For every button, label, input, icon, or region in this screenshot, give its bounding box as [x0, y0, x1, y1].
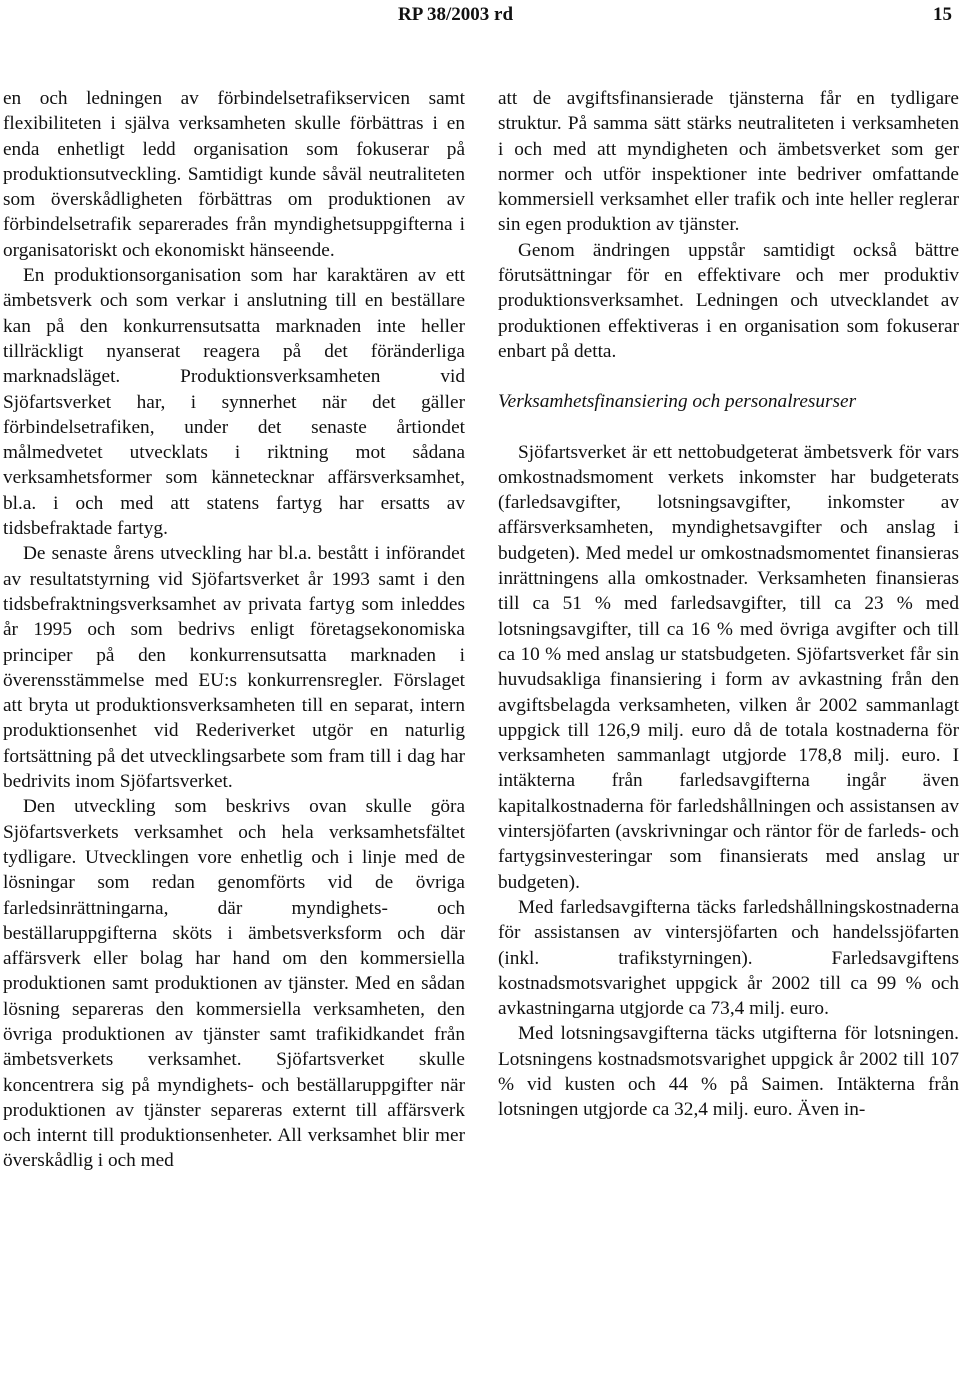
right-paragraph-2: Genom ändringen uppstår samtidigt också bättre förutsättningar för en effektivare och mer produktiv produktionsverksamhet. Ledningen och utvecklandet av produktionen effektiveras i en organisation som fokuserar enbart på detta.: [498, 239, 959, 362]
right-paragraph-1: att de avgiftsfinansierade tjänsterna får en tydligare struktur. På samma sätt stärks neutraliteten i verksamheten i och med att myndigheten och ämbetsverket som ger normer och utför inspektioner inte bedriver omfattande kommersiell verksamhet eller trafik och inte heller reglerar sin egen produktion av tjänster.: [498, 88, 959, 236]
left-paragraph-2: En produktionsorganisation som har karaktären av ett ämbetsverk och som verkar i anslutning till en beställare kan på den konkurrensutsatta marknaden inte heller tillräckligt nyanserat reagera på det föränderliga marknadsläget. Produktionsverksamheten vid Sjöfartsverket har, i synnerhet när det gäller förbindelsetrafiken, under det senaste årtiondet målmedvetet utvecklats i riktning mot sådana verksamhetsformer som kännetecknar affärsverksamhet, bl.a. i och med att statens fartyg har ersatts av tidsbefraktade fartyg.: [3, 265, 465, 540]
page-number: 15: [933, 4, 952, 25]
right-paragraph-4: Med farledsavgifterna täcks farledshållningskostnaderna för assistansen av vintersjöfarten och handelssjöfarten (inkl. trafikstyrningen). Farledsavgiftens kostnadsmotsvarighet uppgick år 2002 till ca 99 % och avkastningarna utgjorde ca 73,4 milj. euro.: [498, 896, 959, 1020]
section-heading: Verksamhetsfinansiering och personalresurser: [498, 391, 857, 413]
right-column: [498, 86, 959, 1123]
section-spacer: [498, 364, 959, 389]
right-paragraph-5: Med lotsningsavgifterna täcks utgifterna för lotsningen. Lotsningens kostnadsmotsvarighet uppgick år 2002 till 107 % vid kusten och 44 % på Saimen. Intäkterna från lotsningen utgjorde ca 32,4 milj. euro. Även in-: [498, 1023, 959, 1121]
left-paragraph-4: Den utveckling som beskrivs ovan skulle göra Sjöfartsverkets verksamhet och hela verksamhetsfältet tydligare. Utvecklingen vore enhetlig och i linje med de lösningar som redan genomförts vid de övriga farledsinrättningarna, där myndighets- och beställaruppgifterna sköts i ämbetsverksform och där affärsverk eller bolag har hand om den kommersiella produktionen samt produktionen av tjänster. Med en sådan lösning separeras den kommersiella verksamheten, den övriga produktionen av tjänster samt trafikidkandet från ämbetsverkets verksamhet. Sjöfartsverket skulle koncentrera sig på myndighets- och beställaruppgifter när produktionen av tjänster separeras externt till affärsverk och internt till produktionsenheter. All verksamhet blir mer överskådlig i och med: [3, 796, 465, 1172]
page-header: [0, 4, 960, 28]
right-paragraph-3: Sjöfartsverket är ett nettobudgeterat ämbetsverk för vars omkostnadsmoment verkets inkomster har budgeterats (farledsavgifter, lotsningsavgifter, inkomster av affärsverksamheten, myndighetsavgifter och anslag i budgeten). Med medel ur omkostnadsmomentet finansieras inrättningens alla omkostnader. Verksamheten finansieras till ca 51 % med farledsavgifter, till ca 23 % med lotsningsavgifter, till ca 16 % med övriga avgifter och till ca 10 % med anslag ur statsbudgeten. Sjöfartsverket får sin huvudsakliga finansiering i form av avkastning från den avgiftsbelagda verksamheten, vilken år 2002 sammanlagt uppgick till 126,9 milj. euro då de totala kostnaderna för verksamheten sammanlagt utgjorde 178,8 milj. euro. I intäkterna från farledsavgifterna ingår även kapitalkostnaderna för farledshållningen och assistansen av vintersjöfarten (avskrivningar och räntor för de farleds- och fartygsinvesteringar som finansierats med anslag ur budgeten).: [498, 441, 959, 893]
document-reference: RP 38/2003 rd: [398, 4, 514, 25]
left-paragraph-1: en och ledningen av förbindelsetrafikservicen samt flexibiliteten i själva verksamheten skulle förbättras i en enda enhetligt ledd organisation som fokuserar på produktionsutveckling. Samtidigt kunde såväl neutraliteten som överskådligheten förbättras om produktionen av förbindelsetrafik separerades från myndighetsuppgifterna i organisatoriskt och ekonomiskt hänseende.: [3, 88, 465, 261]
left-column: [3, 86, 465, 1174]
left-paragraph-3: De senaste årens utveckling har bl.a. bestått i införandet av resultatstyrning vid Sjöfartsverket år 1993 samt i den tidsbefraktningsverksamhet av privata fartyg som inleddes år 1995 och som bedrivs enligt företagsekonomiska principer på den konkurrensutsatta marknaden i överensstämmelse med EU:s konkurrensregler. Förslaget att bryta ut produktionsverksamheten till en separat, intern produktionsenhet vid Rederiverket utgör en naturlig fortsättning på det utvecklingsarbete som fram till i dag har bedrivits inom Sjöfartsverket.: [3, 543, 465, 793]
section-spacer-2: [498, 415, 959, 440]
